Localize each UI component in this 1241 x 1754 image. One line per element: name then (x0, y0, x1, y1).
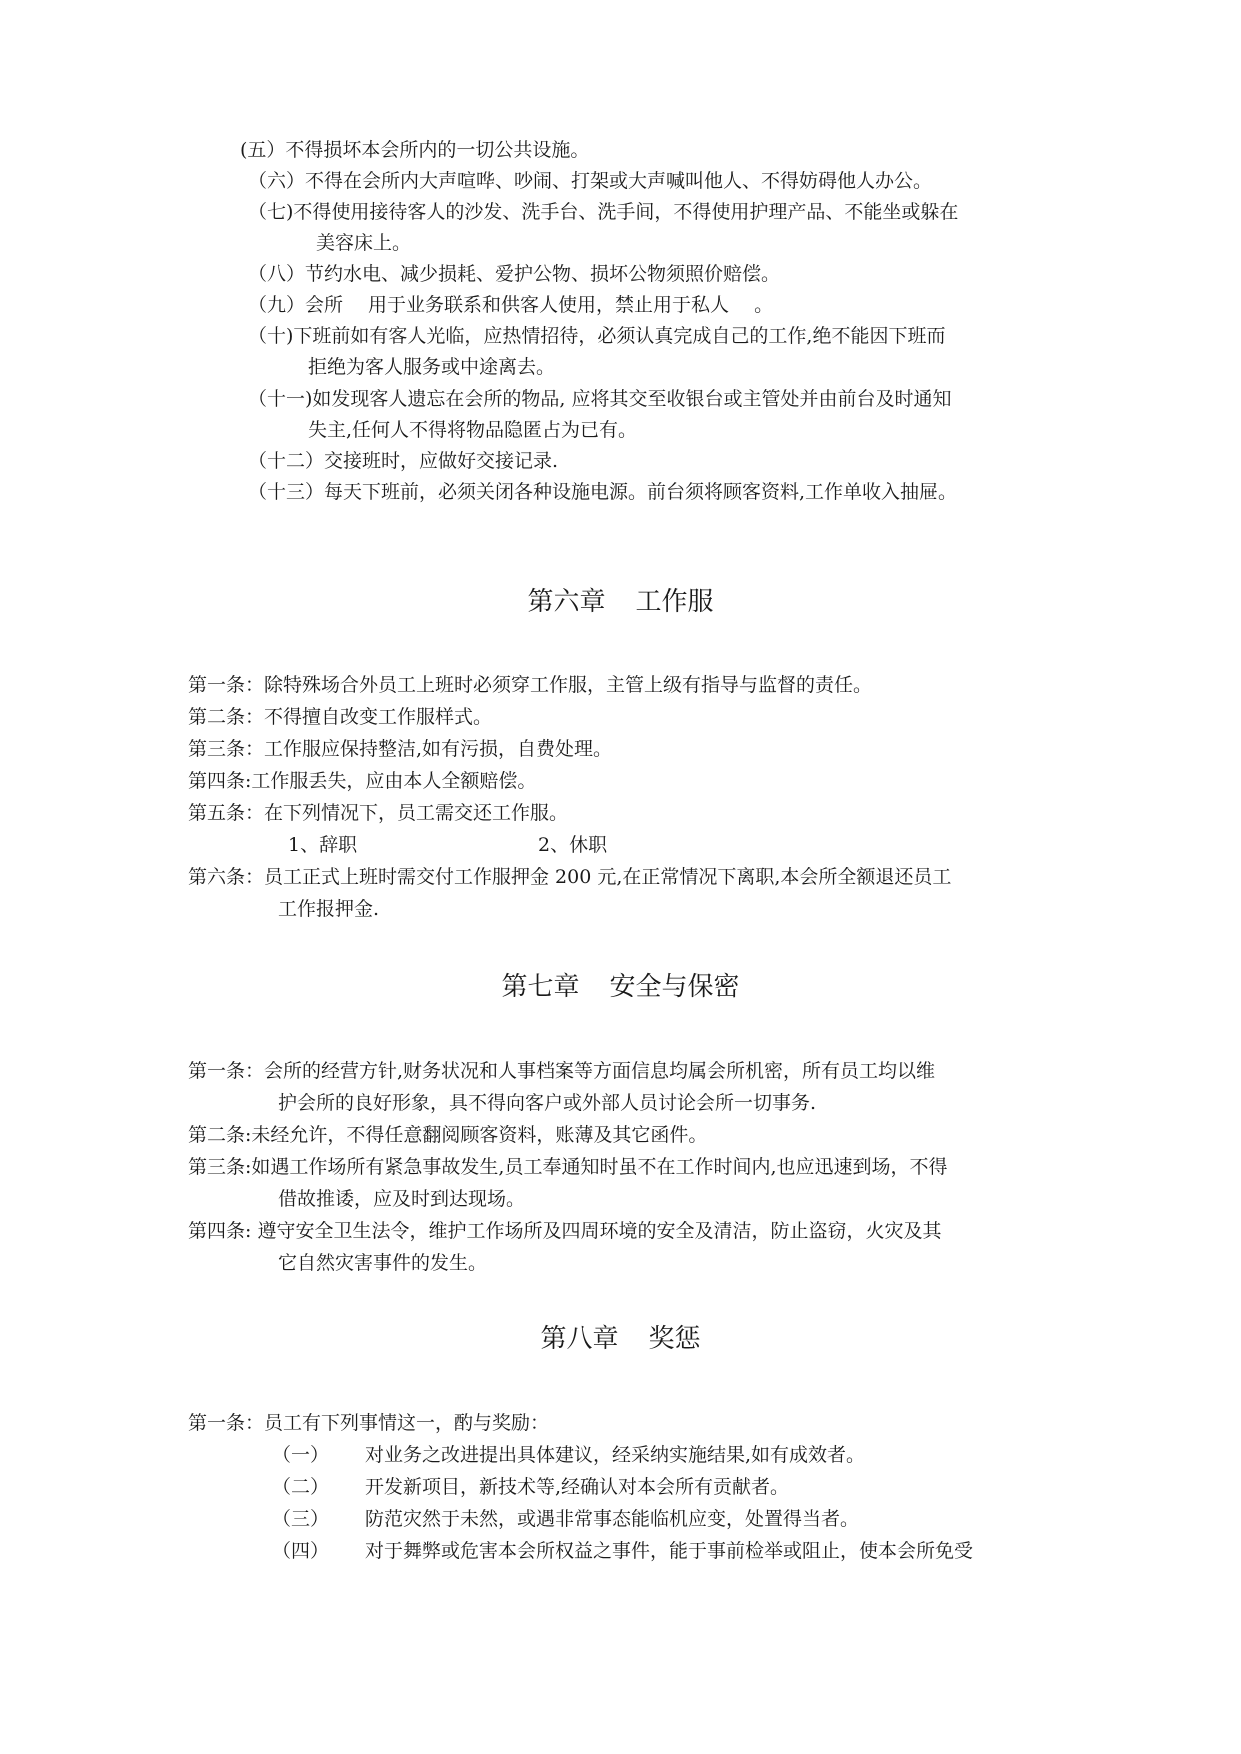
ch8-item-1-number: （一） (272, 1444, 330, 1466)
ch6-option-1: 1、辞职 (288, 834, 358, 856)
ch6-article-5: 第五条：在下列情况下，员工需交还工作服。 (188, 802, 569, 824)
chapter-6-title: 工作服 (635, 587, 714, 617)
ch7-article-4: 第四条: 遵守安全卫生法令，维护工作场所及四周环境的安全及清洁，防止盗窃，火灾及其 (188, 1220, 942, 1242)
chapter-7-number: 第七章 (501, 972, 580, 1002)
ch8-item-1-text: 对业务之改进提出具体建议，经采纳实施结果,如有成效者。 (365, 1444, 866, 1466)
ch6-article-1: 第一条：除特殊场合外员工上班时必须穿工作服，主管上级有指导与监督的责任。 (188, 674, 873, 696)
chapter-7-title: 安全与保密 (609, 972, 740, 1002)
rule-item-8: （八）节约水电、减少损耗、爱护公物、损坏公物须照价赔偿。 (248, 263, 781, 285)
chapter-8-number: 第八章 (540, 1324, 619, 1354)
ch7-article-3-cont: 借故推诿，应及时到达现场。 (278, 1188, 526, 1210)
ch8-item-3-number: （三） (272, 1508, 330, 1530)
ch7-article-2: 第二条:未经允许，不得任意翻阅顾客资料，账薄及其它函件。 (188, 1124, 708, 1146)
ch8-item-4-text: 对于舞弊或危害本会所权益之事件，能于事前检举或阻止，使本会所免受 (365, 1540, 974, 1562)
chapter-7-heading (0, 970, 1241, 1004)
ch8-item-2-number: （二） (272, 1476, 330, 1498)
rule-item-13: （十三）每天下班前，必须关闭各种设施电源。前台须将顾客资料,工作单收入抽屉。 (248, 481, 958, 503)
ch8-item-2-text: 开发新项目，新技术等,经确认对本会所有贡献者。 (365, 1476, 790, 1498)
rule-item-11-cont: 失主,任何人不得将物品隐匿占为已有。 (308, 419, 638, 441)
chapter-8-title: 奖惩 (648, 1324, 701, 1354)
ch6-article-6: 第六条：员工正式上班时需交付工作服押金 200 元,在正常情况下离职,本会所全额退还员工 (188, 866, 952, 888)
rule-item-5: (五）不得损坏本会所内的一切公共设施。 (240, 139, 590, 161)
rule-item-10-cont: 拒绝为客人服务或中途离去。 (308, 356, 556, 378)
rule-item-10: （十)下班前如有客人光临，应热情招待，必须认真完成自己的工作,绝不能因下班而 (248, 325, 946, 347)
ch7-article-3: 第三条:如遇工作场所有紧急事故发生,员工奉通知时虽不在工作时间内,也应迅速到场，不得 (188, 1156, 948, 1178)
rule-item-11: （十一)如发现客人遗忘在会所的物品, 应将其交至收银台或主管处并由前台及时通知 (248, 388, 952, 410)
ch7-article-1-cont: 护会所的良好形象，具不得向客户或外部人员讨论会所一切事务. (278, 1092, 817, 1114)
ch6-article-2: 第二条：不得擅自改变工作服样式。 (188, 706, 493, 728)
chapter-6-number: 第六章 (527, 587, 606, 617)
ch6-article-6-cont: 工作报押金. (278, 898, 380, 920)
ch6-article-4: 第四条:工作服丢失，应由本人全额赔偿。 (188, 770, 537, 792)
ch8-item-4-number: （四） (272, 1540, 330, 1562)
rule-item-12: （十二）交接班时，应做好交接记录. (248, 450, 559, 472)
chapter-6-heading (0, 585, 1241, 619)
ch7-article-1: 第一条：会所的经营方针,财务状况和人事档案等方面信息均属会所机密，所有员工均以维 (188, 1060, 936, 1082)
rule-item-9: （九）会所 用于业务联系和供客人使用，禁止用于私人 。 (248, 294, 774, 316)
rule-item-6: （六）不得在会所内大声喧哗、吵闹、打架或大声喊叫他人、不得妨碍他人办公。 (248, 170, 933, 192)
rule-item-7: （七)不得使用接待客人的沙发、洗手台、洗手间，不得使用护理产品、不能坐或躲在 (248, 201, 959, 223)
ch7-article-4-cont: 它自然灾害事件的发生。 (278, 1252, 488, 1274)
rule-item-7-cont: 美容床上。 (316, 232, 412, 254)
ch6-option-2: 2、休职 (538, 834, 608, 856)
chapter-8-heading (0, 1322, 1241, 1356)
ch8-article-1: 第一条：员工有下列事情这一，酌与奖励： (188, 1412, 550, 1434)
ch8-item-3-text: 防范灾然于未然，或遇非常事态能临机应变，处置得当者。 (365, 1508, 860, 1530)
ch6-article-3: 第三条：工作服应保持整洁,如有污损，自费处理。 (188, 738, 613, 760)
